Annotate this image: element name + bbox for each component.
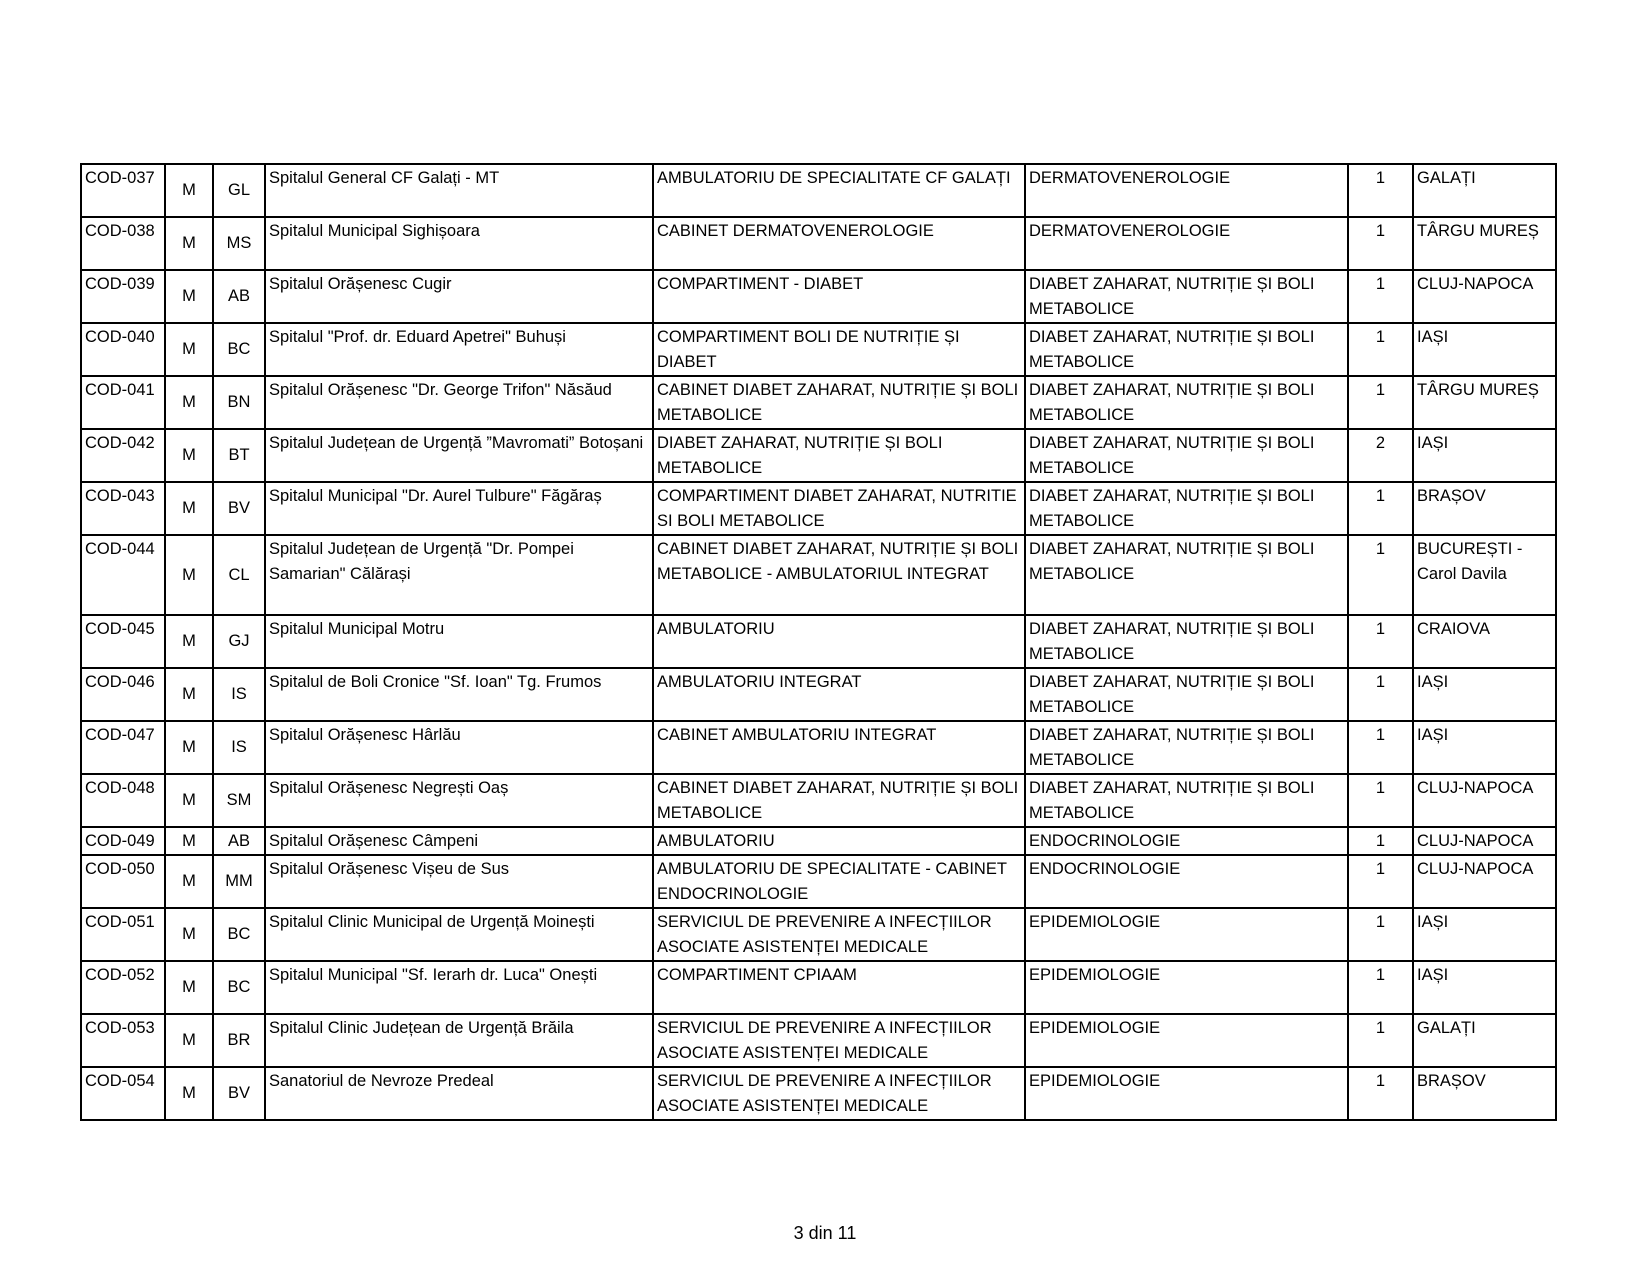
cell-unit: AMBULATORIU DE SPECIALITATE CF GALAȚI (653, 164, 1025, 217)
cell-category: M (165, 668, 213, 721)
cell-positions: 1 (1348, 961, 1413, 1014)
cell-code: COD-049 (81, 827, 165, 855)
cell-positions: 1 (1348, 615, 1413, 668)
cell-code: COD-043 (81, 482, 165, 535)
cell-category: M (165, 774, 213, 827)
cell-hospital: Spitalul General CF Galați - MT (265, 164, 653, 217)
cell-category: M (165, 1014, 213, 1067)
table-row (81, 774, 1556, 827)
cell-unit: CABINET DIABET ZAHARAT, NUTRIȚIE ȘI BOLI METABOLICE - AMBULATORIUL INTEGRAT (653, 535, 1025, 615)
cell-specialty: DIABET ZAHARAT, NUTRIȚIE ȘI BOLI METABOLICE (1025, 376, 1348, 429)
table-row (81, 1067, 1556, 1120)
cell-unit: COMPARTIMENT CPIAAM (653, 961, 1025, 1014)
cell-center: IAȘI (1413, 668, 1556, 721)
cell-code: COD-050 (81, 855, 165, 908)
cell-center: CLUJ-NAPOCA (1413, 827, 1556, 855)
cell-county: MS (213, 217, 265, 270)
cell-hospital: Spitalul Municipal Sighișoara (265, 217, 653, 270)
cell-positions: 1 (1348, 535, 1413, 615)
cell-hospital: Spitalul Orășenesc Vișeu de Sus (265, 855, 653, 908)
cell-county: GJ (213, 615, 265, 668)
cell-category: M (165, 961, 213, 1014)
cell-unit: DIABET ZAHARAT, NUTRIȚIE ȘI BOLI METABOLICE (653, 429, 1025, 482)
cell-hospital: Spitalul de Boli Cronice "Sf. Ioan" Tg. Frumos (265, 668, 653, 721)
cell-county: GL (213, 164, 265, 217)
cell-hospital: Spitalul Orășenesc Câmpeni (265, 827, 653, 855)
cell-county: BC (213, 323, 265, 376)
cell-positions: 1 (1348, 164, 1413, 217)
page-number: 3 din 11 (793, 1223, 857, 1243)
cell-category: M (165, 535, 213, 615)
cell-code: COD-046 (81, 668, 165, 721)
cell-code: COD-040 (81, 323, 165, 376)
table-row (81, 668, 1556, 721)
cell-category: M (165, 721, 213, 774)
cell-positions: 1 (1348, 668, 1413, 721)
cell-county: IS (213, 668, 265, 721)
cell-code: COD-052 (81, 961, 165, 1014)
table-row (81, 164, 1556, 217)
cell-positions: 1 (1348, 908, 1413, 961)
cell-positions: 1 (1348, 217, 1413, 270)
cell-specialty: DIABET ZAHARAT, NUTRIȚIE ȘI BOLI METABOLICE (1025, 535, 1348, 615)
cell-center: IAȘI (1413, 908, 1556, 961)
positions-table (80, 163, 1557, 1121)
cell-specialty: DIABET ZAHARAT, NUTRIȚIE ȘI BOLI METABOLICE (1025, 721, 1348, 774)
cell-center: CRAIOVA (1413, 615, 1556, 668)
cell-county: BV (213, 482, 265, 535)
cell-county: MM (213, 855, 265, 908)
cell-category: M (165, 615, 213, 668)
cell-unit: CABINET DIABET ZAHARAT, NUTRIȚIE ȘI BOLI METABOLICE (653, 774, 1025, 827)
cell-center: TÂRGU MUREȘ (1413, 217, 1556, 270)
cell-specialty: DIABET ZAHARAT, NUTRIȚIE ȘI BOLI METABOLICE (1025, 615, 1348, 668)
cell-category: M (165, 429, 213, 482)
cell-specialty: DIABET ZAHARAT, NUTRIȚIE ȘI BOLI METABOLICE (1025, 668, 1348, 721)
cell-specialty: DIABET ZAHARAT, NUTRIȚIE ȘI BOLI METABOLICE (1025, 482, 1348, 535)
cell-positions: 1 (1348, 1014, 1413, 1067)
table-row (81, 535, 1556, 615)
positions-table-body (81, 164, 1556, 1120)
cell-hospital: Spitalul Clinic Județean de Urgență Brăila (265, 1014, 653, 1067)
cell-county: BV (213, 1067, 265, 1120)
cell-hospital: Spitalul Orășenesc "Dr. George Trifon" Năsăud (265, 376, 653, 429)
cell-code: COD-037 (81, 164, 165, 217)
cell-category: M (165, 482, 213, 535)
cell-code: COD-053 (81, 1014, 165, 1067)
cell-county: BT (213, 429, 265, 482)
cell-positions: 1 (1348, 323, 1413, 376)
cell-center: BUCUREȘTI - Carol Davila (1413, 535, 1556, 615)
cell-county: IS (213, 721, 265, 774)
cell-center: IAȘI (1413, 323, 1556, 376)
cell-unit: COMPARTIMENT DIABET ZAHARAT, NUTRITIE SI BOLI METABOLICE (653, 482, 1025, 535)
cell-center: IAȘI (1413, 429, 1556, 482)
cell-unit: COMPARTIMENT BOLI DE NUTRIȚIE ȘI DIABET (653, 323, 1025, 376)
cell-category: M (165, 1067, 213, 1120)
cell-county: BN (213, 376, 265, 429)
cell-code: COD-038 (81, 217, 165, 270)
cell-center: CLUJ-NAPOCA (1413, 855, 1556, 908)
cell-county: AB (213, 827, 265, 855)
cell-code: COD-039 (81, 270, 165, 323)
cell-center: CLUJ-NAPOCA (1413, 774, 1556, 827)
cell-specialty: DERMATOVENEROLOGIE (1025, 164, 1348, 217)
cell-county: BC (213, 908, 265, 961)
table-row (81, 855, 1556, 908)
cell-category: M (165, 270, 213, 323)
cell-category: M (165, 855, 213, 908)
table-row (81, 482, 1556, 535)
cell-category: M (165, 323, 213, 376)
cell-code: COD-041 (81, 376, 165, 429)
table-row (81, 908, 1556, 961)
cell-category: M (165, 376, 213, 429)
cell-specialty: ENDOCRINOLOGIE (1025, 827, 1348, 855)
cell-hospital: Spitalul "Prof. dr. Eduard Apetrei" Buhuși (265, 323, 653, 376)
cell-specialty: EPIDEMIOLOGIE (1025, 908, 1348, 961)
cell-specialty: DERMATOVENEROLOGIE (1025, 217, 1348, 270)
cell-positions: 1 (1348, 855, 1413, 908)
cell-county: BC (213, 961, 265, 1014)
cell-hospital: Spitalul Județean de Urgență ”Mavromati” Botoșani (265, 429, 653, 482)
table-row (81, 1014, 1556, 1067)
cell-specialty: DIABET ZAHARAT, NUTRIȚIE ȘI BOLI METABOLICE (1025, 429, 1348, 482)
cell-center: GALAȚI (1413, 1014, 1556, 1067)
table-row (81, 270, 1556, 323)
table-row (81, 827, 1556, 855)
cell-hospital: Spitalul Municipal Motru (265, 615, 653, 668)
cell-hospital: Spitalul Municipal "Sf. Ierarh dr. Luca" Onești (265, 961, 653, 1014)
cell-center: TÂRGU MUREȘ (1413, 376, 1556, 429)
cell-county: BR (213, 1014, 265, 1067)
cell-unit: SERVICIUL DE PREVENIRE A INFECȚIILOR ASOCIATE ASISTENȚEI MEDICALE (653, 1014, 1025, 1067)
cell-center: IAȘI (1413, 961, 1556, 1014)
cell-hospital: Spitalul Județean de Urgență "Dr. Pompei Samarian" Călărași (265, 535, 653, 615)
cell-unit: SERVICIUL DE PREVENIRE A INFECȚIILOR ASOCIATE ASISTENȚEI MEDICALE (653, 908, 1025, 961)
cell-positions: 1 (1348, 482, 1413, 535)
cell-code: COD-051 (81, 908, 165, 961)
cell-unit: CABINET DERMATOVENEROLOGIE (653, 217, 1025, 270)
table-row (81, 961, 1556, 1014)
cell-county: SM (213, 774, 265, 827)
cell-center: BRAȘOV (1413, 1067, 1556, 1120)
cell-unit: SERVICIUL DE PREVENIRE A INFECȚIILOR ASOCIATE ASISTENȚEI MEDICALE (653, 1067, 1025, 1120)
cell-positions: 1 (1348, 376, 1413, 429)
table-row (81, 429, 1556, 482)
cell-specialty: DIABET ZAHARAT, NUTRIȚIE ȘI BOLI METABOLICE (1025, 323, 1348, 376)
cell-county: CL (213, 535, 265, 615)
cell-code: COD-042 (81, 429, 165, 482)
cell-category: M (165, 908, 213, 961)
cell-unit: CABINET AMBULATORIU INTEGRAT (653, 721, 1025, 774)
cell-center: CLUJ-NAPOCA (1413, 270, 1556, 323)
cell-county: AB (213, 270, 265, 323)
cell-category: M (165, 217, 213, 270)
cell-code: COD-044 (81, 535, 165, 615)
cell-positions: 1 (1348, 270, 1413, 323)
cell-unit: COMPARTIMENT - DIABET (653, 270, 1025, 323)
cell-unit: AMBULATORIU (653, 827, 1025, 855)
cell-unit: AMBULATORIU INTEGRAT (653, 668, 1025, 721)
cell-center: IAȘI (1413, 721, 1556, 774)
cell-hospital: Spitalul Orășenesc Hârlău (265, 721, 653, 774)
cell-code: COD-054 (81, 1067, 165, 1120)
cell-hospital: Spitalul Orășenesc Cugir (265, 270, 653, 323)
cell-specialty: EPIDEMIOLOGIE (1025, 1067, 1348, 1120)
cell-hospital: Spitalul Orășenesc Negrești Oaș (265, 774, 653, 827)
cell-positions: 1 (1348, 827, 1413, 855)
cell-positions: 1 (1348, 1067, 1413, 1120)
table-row (81, 217, 1556, 270)
cell-category: M (165, 827, 213, 855)
table-row (81, 721, 1556, 774)
cell-specialty: DIABET ZAHARAT, NUTRIȚIE ȘI BOLI METABOLICE (1025, 270, 1348, 323)
cell-hospital: Spitalul Municipal "Dr. Aurel Tulbure" Făgăraș (265, 482, 653, 535)
cell-hospital: Sanatoriul de Nevroze Predeal (265, 1067, 653, 1120)
cell-positions: 1 (1348, 774, 1413, 827)
table-row (81, 323, 1556, 376)
cell-specialty: DIABET ZAHARAT, NUTRIȚIE ȘI BOLI METABOLICE (1025, 774, 1348, 827)
cell-unit: CABINET DIABET ZAHARAT, NUTRIȚIE ȘI BOLI METABOLICE (653, 376, 1025, 429)
cell-code: COD-047 (81, 721, 165, 774)
table-row (81, 615, 1556, 668)
cell-center: GALAȚI (1413, 164, 1556, 217)
cell-category: M (165, 164, 213, 217)
cell-specialty: EPIDEMIOLOGIE (1025, 1014, 1348, 1067)
table-row (81, 376, 1556, 429)
cell-code: COD-048 (81, 774, 165, 827)
cell-specialty: EPIDEMIOLOGIE (1025, 961, 1348, 1014)
cell-unit: AMBULATORIU (653, 615, 1025, 668)
cell-code: COD-045 (81, 615, 165, 668)
cell-positions: 2 (1348, 429, 1413, 482)
cell-center: BRAȘOV (1413, 482, 1556, 535)
cell-specialty: ENDOCRINOLOGIE (1025, 855, 1348, 908)
cell-positions: 1 (1348, 721, 1413, 774)
cell-hospital: Spitalul Clinic Municipal de Urgență Moinești (265, 908, 653, 961)
cell-unit: AMBULATORIU DE SPECIALITATE - CABINET ENDOCRINOLOGIE (653, 855, 1025, 908)
